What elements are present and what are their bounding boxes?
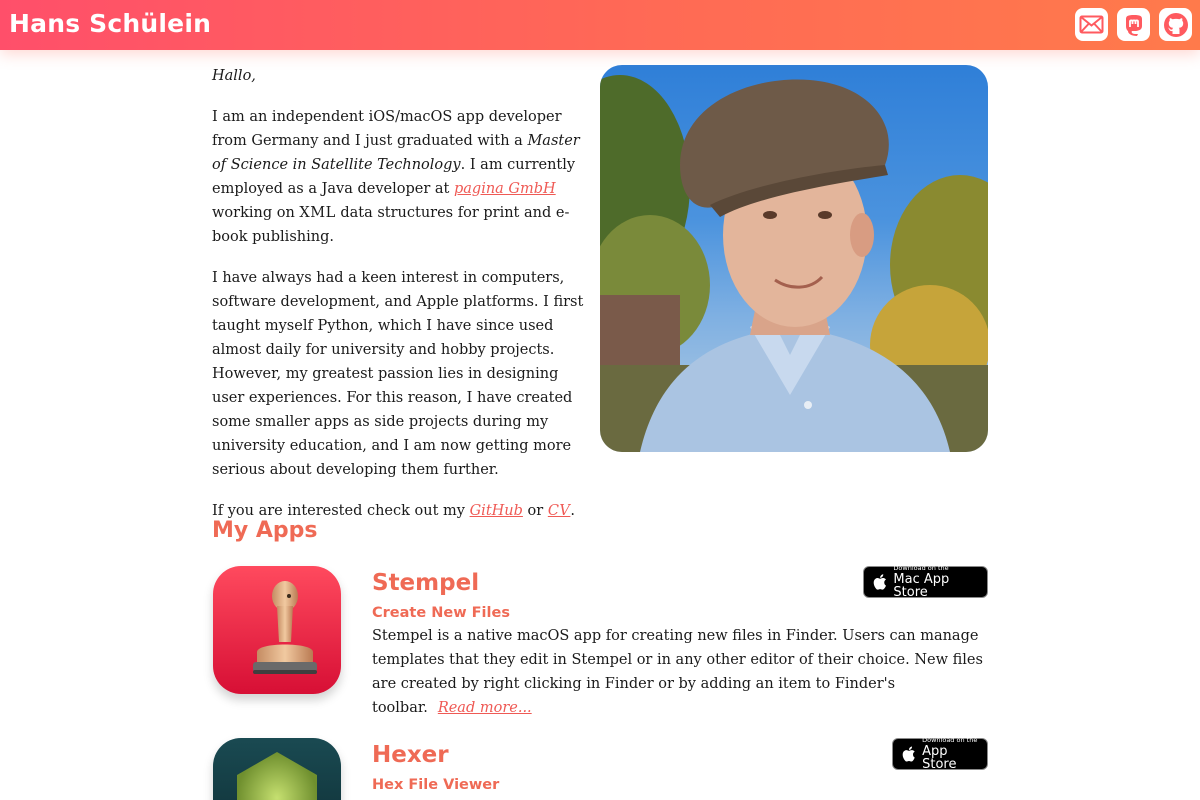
portrait-photo bbox=[600, 65, 988, 452]
greeting: Hallo, bbox=[212, 68, 256, 84]
stempel-app-icon[interactable] bbox=[213, 566, 341, 694]
mail-icon[interactable] bbox=[1075, 8, 1108, 41]
github-link[interactable]: GitHub bbox=[469, 503, 523, 519]
app-description-stempel: Stempel is a native macOS app for creating new files in Finder. Users can manage templates that they edit in Stempel or in any other editor of their choice. New files are created by right clicking in Finder or by adding an item to Finder's toolbar. Read more... bbox=[372, 628, 983, 716]
mac-app-store-badge[interactable] bbox=[863, 566, 988, 598]
apple-icon bbox=[872, 572, 887, 592]
app-subtitle-hexer: Hex File Viewer bbox=[372, 777, 500, 793]
mac-app-store-badge-text: Download on the Mac App Store bbox=[893, 564, 950, 600]
social-links bbox=[1075, 8, 1192, 41]
github-icon[interactable] bbox=[1159, 8, 1192, 41]
intro-paragraph-1: I am an independent iOS/macOS app developer from Germany and I just graduated with a Master of Science in Satellite Technology. I am currently employed as a Java developer at pagina GmbH working on XML data structures for print and e-book publishing. bbox=[212, 109, 580, 245]
app-subtitle-stempel: Create New Files bbox=[372, 605, 510, 621]
section-title-my-apps: My Apps bbox=[212, 518, 318, 543]
top-bar bbox=[0, 0, 1200, 50]
employer-link[interactable]: pagina GmbH bbox=[453, 181, 556, 197]
intro-paragraph-2: I have always had a keen interest in computers, software development, and Apple platforms. I first taught myself Python, which I have since used almost daily for university and hobby projects. However, my greatest passion lies in designing user experiences. For this reason, I have created some smaller apps as side projects during my university education, and I am now getting more serious about developing them further. bbox=[212, 270, 584, 478]
app-store-badge-text: Download on the App Store bbox=[922, 736, 978, 772]
apple-icon bbox=[901, 744, 916, 764]
app-name-hexer[interactable]: Hexer bbox=[372, 742, 449, 768]
intro-paragraph-3: If you are interested check out my GitHub or CV. bbox=[212, 503, 575, 519]
intro-text bbox=[212, 64, 592, 540]
app-store-badge[interactable] bbox=[892, 738, 988, 770]
degree-name: Master of Science in Satellite Technology bbox=[212, 133, 580, 173]
hexer-app-icon[interactable] bbox=[213, 738, 341, 800]
mastodon-icon[interactable] bbox=[1117, 8, 1150, 41]
app-name-stempel[interactable]: Stempel bbox=[372, 570, 480, 596]
cv-link[interactable]: CV bbox=[547, 503, 571, 519]
read-more-link[interactable]: Read more... bbox=[437, 700, 532, 716]
site-title[interactable]: Hans Schülein bbox=[9, 9, 212, 38]
